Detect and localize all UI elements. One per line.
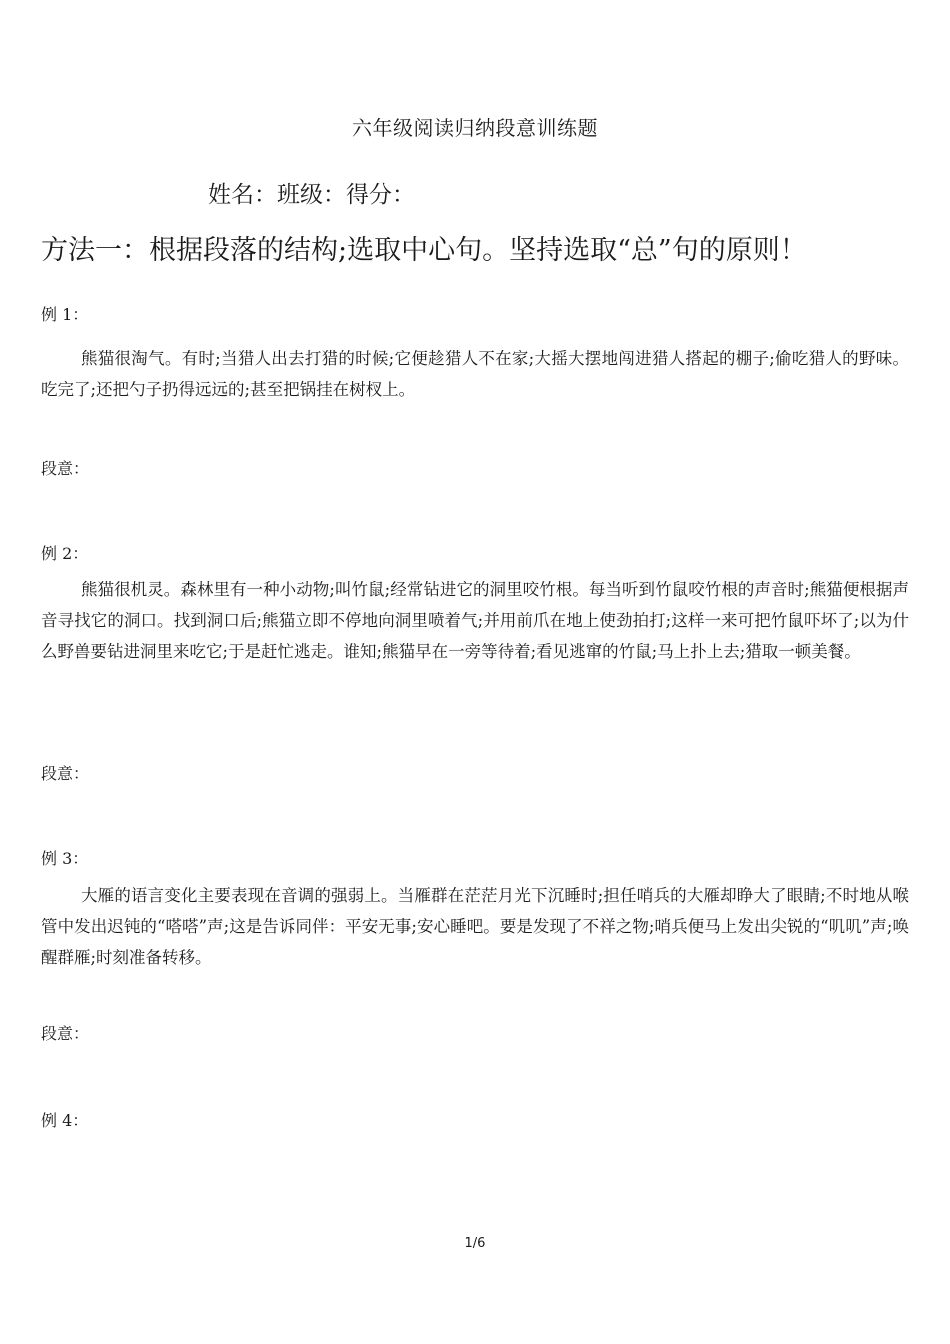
example-1-answer-label: 段意： xyxy=(41,459,90,478)
example-3-answer-label: 段意： xyxy=(41,1024,90,1043)
example-3-label: 例 3： xyxy=(41,849,89,868)
page-number: 1/6 xyxy=(464,1236,486,1251)
method-heading: 方法一：根据段落的结构;选取中心句。坚持选取“总”句的原则！ xyxy=(41,235,807,266)
page-title: 六年级阅读归纳段意训练题 xyxy=(352,116,598,140)
student-info-line: 姓名：班级：得分： xyxy=(208,182,415,208)
example-4-label: 例 4： xyxy=(41,1111,89,1130)
example-2-answer-label: 段意： xyxy=(41,764,90,783)
example-1-label: 例 1： xyxy=(41,305,89,324)
example-2-paragraph: 熊猫很机灵。森林里有一种小动物;叫竹鼠;经常钻进它的洞里咬竹根。每当听到竹鼠咬竹根的声音时;熊猫便根据声音寻找它的洞口。找到洞口后;熊猫立即不停地向洞里喷着气;并用前爪在地上使劲拍打;这样一来可把竹鼠吓坏了;以为什么野兽要钻进洞里来吃它;于是赶忙逃走。谁知;熊猫早在一旁等待着;看见逃窜的竹鼠;马上扑上去;猎取一顿美餐。 xyxy=(41,580,909,661)
example-2-label: 例 2： xyxy=(41,544,89,563)
example-3-paragraph: 大雁的语言变化主要表现在音调的强弱上。当雁群在茫茫月光下沉睡时;担任哨兵的大雁却睁大了眼睛;不时地从喉管中发出迟钝的“嗒嗒”声;这是告诉同伴：平安无事;安心睡吧。要是发现了不祥之物;哨兵便马上发出尖锐的“叽叽”声;唤醒群雁;时刻准备转移。 xyxy=(41,886,909,967)
example-1-paragraph: 熊猫很淘气。有时;当猎人出去打猎的时候;它便趁猎人不在家;大摇大摆地闯进猎人搭起的棚子;偷吃猎人的野味。吃完了;还把勺子扔得远远的;甚至把锅挂在树杈上。 xyxy=(41,349,909,399)
